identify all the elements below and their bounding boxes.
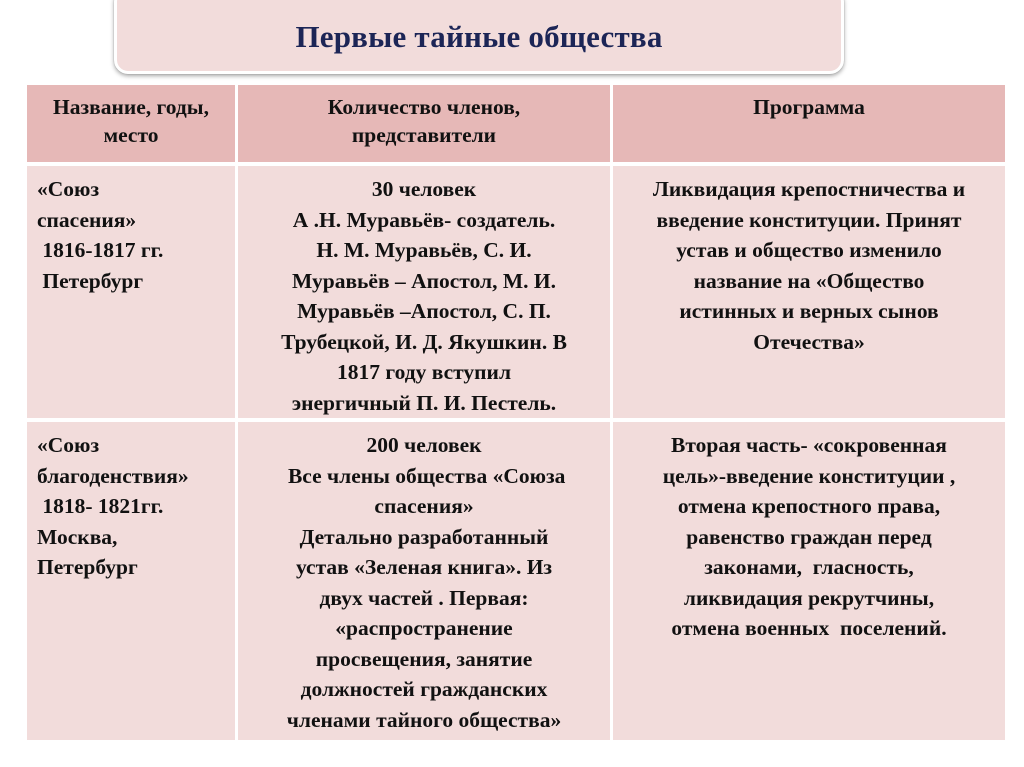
- row-2-program-line: ликвидация рекрутчины,: [683, 585, 935, 610]
- row-1-name-cell: [27, 166, 235, 418]
- row-2-program-line: Вторая часть- «сокровенная: [671, 433, 947, 457]
- row-1-program-line: введение конституции. Принят: [656, 207, 962, 232]
- header-cell-program: [613, 85, 1005, 162]
- row-1-name-line: спасения»: [37, 207, 137, 232]
- row-1-members-cell: [238, 166, 610, 418]
- row-1-years: 1816-1817 гг.: [37, 238, 164, 262]
- header-program-line-1: Программа: [753, 95, 865, 119]
- row-1-members-line: Муравьёв – Апостол, М. И.: [291, 268, 556, 293]
- row-2-program-line: цель»-введение конституции ,: [662, 463, 956, 488]
- row-2-members-line: «распространение: [335, 616, 513, 640]
- row-2-members-line: членами тайного общества»: [286, 707, 562, 732]
- row-1-program-cell: [613, 166, 1005, 418]
- row-2-program-cell: [613, 422, 1005, 740]
- row-2-members-cell: [238, 422, 610, 740]
- row-2-program-line: равенство граждан перед: [686, 524, 932, 549]
- row-2-members-line: просвещения, занятие: [315, 646, 533, 671]
- header-cell-members: [238, 85, 610, 162]
- row-2-years: 1818- 1821гг.: [37, 494, 164, 518]
- row-1-name-line: «Союз: [37, 177, 100, 201]
- row-2-members-line: должностей гражданских: [300, 677, 548, 701]
- row-2-city: Петербург: [37, 555, 138, 579]
- row-2-program-line: отмена крепостного права,: [677, 494, 941, 518]
- slide-title: Первые тайные общества: [295, 19, 663, 54]
- title-box: [114, 0, 844, 74]
- row-1-member-count: 30 человек: [371, 177, 477, 201]
- row-2-member-count: 200 человек: [366, 433, 482, 457]
- row-1-program-line: устав и общество изменило: [676, 238, 942, 262]
- row-2-city: Москва,: [37, 524, 118, 549]
- row-1-program-line: Отечества»: [753, 329, 865, 354]
- row-2-members-line: двух частей . Первая:: [319, 585, 529, 610]
- row-2-program-line: отмена военных поселений.: [671, 616, 947, 640]
- header-members-line-1: Количество членов,: [327, 95, 521, 119]
- header-name-line-2: место: [103, 123, 159, 147]
- row-2-name-line: благоденствия»: [37, 463, 189, 488]
- row-2-members-line: Все члены общества «Союза: [282, 463, 566, 488]
- row-1-program-line: Ликвидация крепостничества и: [652, 177, 966, 201]
- header-members-line-2: представители: [351, 123, 497, 147]
- row-1-members-line: Н. М. Муравьёв, С. И.: [316, 238, 532, 262]
- row-1-members-line: 1817 году вступил: [336, 360, 511, 384]
- row-1-members-line: энергичный П. И. Пестель.: [291, 390, 557, 415]
- header-cell-name: [27, 85, 235, 162]
- row-2-name-line: «Союз: [37, 433, 100, 457]
- row-2-program-line: законами, гласность,: [704, 555, 914, 579]
- row-1-city: Петербург: [37, 268, 144, 293]
- row-1-program-line: истинных и верных сынов: [679, 299, 939, 323]
- row-2-members-line: спасения»: [374, 494, 474, 518]
- row-1-members-line: А .Н. Муравьёв- создатель.: [292, 207, 556, 232]
- row-1-members-line: Муравьёв –Апостол, С. П.: [297, 299, 551, 323]
- header-name-line-1: Название, годы,: [53, 95, 209, 119]
- row-1-members-line: Трубецкой, И. Д. Якушкин. В: [281, 329, 567, 354]
- row-2-members-line: Детально разработанный: [299, 524, 549, 549]
- row-2-members-line: устав «Зеленая книга». Из: [295, 555, 553, 579]
- row-2-name-cell: [27, 422, 235, 740]
- societies-table: [27, 85, 1005, 740]
- row-1-program-line: название на «Общество: [693, 268, 925, 293]
